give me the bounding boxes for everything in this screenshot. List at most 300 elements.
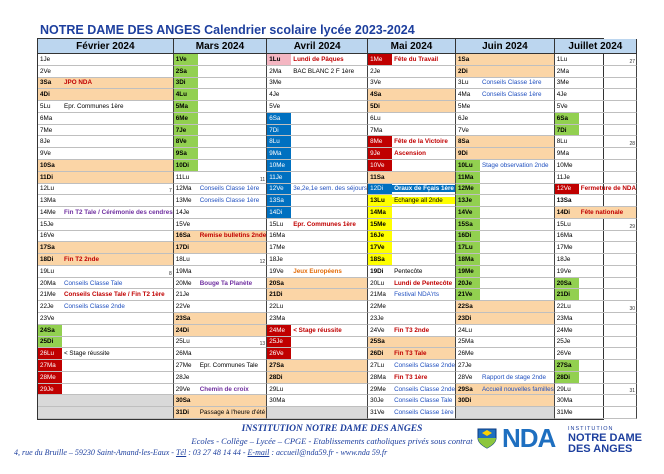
week-number: 12: [259, 258, 266, 265]
day-number: 21 Di: [267, 289, 291, 300]
weekday: Ma: [465, 256, 474, 264]
day-number: 20 Lu: [370, 279, 385, 287]
weekday: Sa: [276, 197, 284, 205]
weekday: Me: [563, 326, 573, 334]
weekday: Je: [465, 279, 473, 287]
day-number: 2 Ma: [556, 67, 569, 75]
footer-tel: : 03 27 48 14 44 -: [186, 448, 248, 457]
day-cell: [368, 313, 456, 325]
weekday: Ma: [47, 362, 56, 369]
event-label: Fête du Travail: [394, 55, 439, 63]
day-cell: [38, 325, 174, 337]
day-number: 3 Lu: [457, 79, 469, 87]
day-cell: [456, 301, 555, 313]
weekday: Lu: [47, 185, 55, 193]
day-cell: [38, 89, 174, 101]
weekday: Sa: [182, 232, 191, 240]
day-number: 26 Di: [368, 348, 392, 359]
day-number: 18 Sa: [368, 254, 392, 265]
weekday: Di: [47, 256, 54, 264]
weekday: Di: [377, 185, 384, 193]
day-number: 10 Sa: [38, 160, 62, 171]
weekday: Je: [182, 373, 190, 381]
day-cell: [38, 313, 174, 325]
weekday: Lu: [182, 338, 190, 346]
weekday: Me: [276, 326, 285, 334]
day-cell: [368, 184, 456, 196]
day-number: 10 Me: [267, 160, 291, 171]
weekday: Sa: [373, 91, 382, 99]
week-number: 27: [629, 58, 636, 65]
day-cell: [174, 289, 268, 301]
event-label: Conseils Classe Tale / Fin T2 1ère: [64, 291, 165, 299]
day-number: 20 Sa: [555, 278, 579, 289]
day-number: 15 Ve: [175, 220, 191, 228]
day-cell: [555, 242, 637, 254]
day-cell: [174, 348, 268, 360]
day-cell: [555, 101, 637, 113]
day-cell: [267, 219, 368, 231]
weekday: Di: [373, 102, 380, 110]
footer-institution-name: INSTITUTION NOTRE DAME DES ANGES: [241, 424, 423, 434]
day-cell: [456, 278, 555, 290]
weekday: Je: [373, 67, 381, 75]
day-number: 12 Di: [368, 184, 392, 195]
weekday: Sa: [47, 244, 55, 252]
event-label: Conseils Classe 1ère: [199, 185, 260, 193]
weekday: Ve: [563, 267, 572, 275]
day-cell: [555, 54, 637, 66]
weekday: Me: [182, 279, 192, 287]
weekday: Ma: [182, 267, 192, 275]
day-cell: [38, 219, 174, 231]
day-cell: [38, 148, 174, 160]
day-number: 30 Ma: [556, 397, 573, 405]
weekday: Sa: [272, 114, 281, 122]
day-cell: [368, 66, 456, 78]
weekday: Lu: [276, 303, 284, 311]
day-cell: [368, 78, 456, 90]
day-number: 7 Je: [174, 125, 198, 136]
weekday: Di: [377, 267, 384, 275]
day-number: 20 Sa: [267, 278, 291, 289]
weekday: Lu: [465, 244, 473, 252]
weekday: Ma: [563, 397, 573, 405]
weekday: Je: [43, 55, 51, 63]
day-number: 25 Ma: [457, 338, 474, 346]
day-number: 21 Me: [40, 291, 56, 299]
footer-contact: [14, 448, 387, 457]
weekday: Sa: [560, 114, 568, 122]
day-cell: [368, 407, 456, 419]
day-number: 11 Di: [38, 172, 62, 183]
day-cell: [174, 78, 268, 90]
day-cell: [555, 172, 637, 184]
day-cell: [368, 207, 456, 219]
day-cell: [456, 231, 555, 243]
weekday: Ve: [179, 55, 187, 63]
weekday: Di: [43, 91, 50, 99]
day-number: 14 Me: [40, 208, 56, 216]
day-number: 10 Me: [556, 161, 573, 169]
event-label: Ascension: [394, 150, 426, 158]
day-number: 11 Ma: [456, 172, 480, 183]
day-cell: [38, 301, 174, 313]
day-cell: [38, 407, 174, 419]
event-label: Passage à l'heure d'été: [199, 409, 266, 417]
day-cell: [267, 242, 368, 254]
weekday: Di: [465, 232, 472, 240]
day-number: 24 Lu: [457, 326, 473, 334]
day-number: 25 Je: [556, 338, 571, 346]
day-number: 9 Ma: [556, 150, 569, 158]
weekday: Ma: [182, 350, 192, 358]
day-cell: [456, 195, 555, 207]
weekday: Ve: [373, 79, 381, 87]
event-label: < Stage réussite: [293, 326, 342, 334]
day-number: 12 Ve: [555, 184, 579, 195]
day-cell: [267, 78, 368, 90]
day-cell: [555, 313, 637, 325]
day-number: 18 Je: [269, 256, 283, 264]
day-cell: [38, 184, 174, 196]
day-cell: [456, 101, 555, 113]
event-label: Conseils Classe Tale: [394, 397, 453, 405]
event-label: Chemin de croix: [199, 385, 249, 393]
day-number: 31 Di: [174, 407, 198, 418]
day-number: 11 Je: [267, 172, 291, 183]
footer-mail-label: E-mail: [247, 448, 270, 457]
month-header: Avril 2024: [267, 39, 368, 54]
day-number: 2 Ve: [40, 67, 51, 75]
day-number: 15 Me: [368, 219, 392, 230]
week-number: 13: [259, 341, 266, 348]
day-number: 29 Me: [370, 385, 386, 393]
weekday: Lu: [47, 350, 55, 358]
event-label: Remise bulletins 2nde: [199, 232, 267, 240]
day-number: 11 Sa: [368, 172, 392, 183]
day-number: 5 Ve: [556, 102, 568, 110]
weekday: Je: [182, 208, 190, 216]
day-number: 31 Me: [556, 409, 573, 417]
weekday: Je: [563, 173, 570, 181]
day-number: 14 Ma: [368, 207, 392, 218]
day-cell: [555, 360, 637, 372]
week-number: 31: [629, 388, 636, 395]
day-number: 25 Di: [38, 337, 62, 348]
day-cell: [174, 242, 268, 254]
weekday: Ve: [377, 244, 385, 252]
weekday: Me: [560, 79, 569, 87]
day-number: 26 Ma: [175, 350, 192, 358]
event-label: Fête nationale: [580, 208, 624, 216]
day-number: 17 Me: [556, 244, 573, 252]
day-number: 17 Ve: [368, 242, 392, 253]
weekday: Sa: [182, 397, 191, 405]
day-cell: [456, 242, 555, 254]
day-cell: [555, 148, 637, 160]
day-number: 28 Je: [175, 373, 190, 381]
day-number: 17 Lu: [456, 242, 480, 253]
month-header: Juillet 2024: [555, 39, 637, 54]
day-cell: [456, 207, 555, 219]
day-cell: [368, 125, 456, 137]
day-cell: [38, 113, 174, 125]
day-cell: [174, 301, 268, 313]
day-number: 19 Di: [370, 267, 384, 275]
weekday: Ve: [461, 126, 469, 134]
day-number: 10 Ve: [368, 160, 392, 171]
day-number: 15 Je: [40, 220, 54, 228]
day-cell: [267, 89, 368, 101]
day-number: 9 Di: [456, 148, 480, 159]
weekday: Ma: [563, 314, 573, 322]
weekday: Di: [276, 208, 283, 216]
day-cell: [368, 242, 456, 254]
day-number: 23 Ma: [556, 314, 573, 322]
day-cell: [555, 160, 637, 172]
day-cell: [267, 372, 368, 384]
day-number: 18 Ma: [456, 254, 480, 265]
weekday: Lu: [272, 138, 280, 146]
day-cell: [368, 231, 456, 243]
day-number: 1 Je: [40, 55, 51, 63]
day-cell: [555, 301, 637, 313]
day-number: 8 Me: [368, 136, 392, 147]
event-label: Epr. Communes Tale: [199, 362, 259, 369]
weekday: Sa: [563, 362, 572, 369]
day-number: 19 Ve: [269, 267, 284, 275]
day-number: 8 Lu: [556, 138, 568, 146]
day-cell: [267, 148, 368, 160]
weekday: Lu: [182, 173, 190, 181]
day-cell: [267, 301, 368, 313]
day-cell: [555, 266, 637, 278]
day-number: 13 Sa: [267, 195, 291, 206]
day-cell: [368, 254, 456, 266]
day-cell: [267, 337, 368, 349]
day-number: 21 Je: [175, 291, 190, 299]
weekday: Je: [272, 91, 280, 99]
weekday: Sa: [43, 79, 52, 87]
weekday: Ma: [43, 114, 53, 122]
day-number: 23 Di: [456, 313, 480, 324]
event-label: Rapport de stage 2nde: [481, 373, 547, 381]
day-cell: [555, 384, 637, 396]
weekday: Lu: [47, 267, 55, 275]
day-number: 27 Me: [175, 362, 192, 369]
month-header: Mars 2024: [174, 39, 268, 54]
weekday: Lu: [377, 197, 385, 205]
day-cell: [555, 407, 637, 419]
month-header: Mai 2024: [368, 39, 456, 54]
day-cell: [456, 395, 555, 407]
day-number: 5 Me: [457, 102, 471, 110]
calendar-grid: [37, 38, 637, 420]
weekday: Ma: [47, 197, 56, 205]
weekday: Ve: [179, 138, 187, 146]
weekday: Je: [179, 126, 187, 134]
day-cell: [555, 325, 637, 337]
day-cell: [368, 348, 456, 360]
day-cell: [38, 101, 174, 113]
day-number: 13 Ma: [40, 197, 56, 205]
day-cell: [267, 289, 368, 301]
day-number: 14 Ve: [456, 207, 480, 218]
day-cell: [174, 395, 268, 407]
weekday: Je: [373, 150, 381, 158]
day-number: 13 Lu: [368, 195, 392, 206]
day-cell: [174, 254, 268, 266]
day-cell: [555, 348, 637, 360]
weekday: Je: [47, 220, 54, 228]
weekday: Di: [563, 291, 571, 299]
weekday: Lu: [560, 138, 568, 146]
weekday: Je: [275, 173, 283, 181]
weekday: Me: [179, 114, 188, 122]
day-number: 19 Lu: [40, 267, 55, 275]
weekday: Je: [47, 385, 54, 393]
weekday: Lu: [179, 91, 187, 99]
day-number: 21 Ve: [456, 289, 480, 300]
week-number: 30: [629, 306, 636, 313]
day-cell: [456, 172, 555, 184]
weekday: Sa: [461, 138, 470, 146]
weekday: Ma: [560, 67, 569, 75]
weekday: Ve: [43, 67, 51, 75]
day-cell: [267, 348, 368, 360]
event-label: Conseils Classe 2nde: [394, 362, 455, 369]
weekday: Je: [560, 91, 567, 99]
day-cell: [38, 278, 174, 290]
weekday: Ve: [377, 161, 385, 169]
weekday: Me: [465, 267, 474, 275]
day-number: 20 Je: [456, 278, 480, 289]
event-label: Epr. Communes 1ère: [64, 102, 124, 110]
day-number: 8 Ve: [174, 136, 198, 147]
day-cell: [456, 125, 555, 137]
day-number: 25 Sa: [368, 337, 392, 348]
event-label: Pentecôte: [394, 267, 423, 275]
weekday: Lu: [182, 256, 190, 264]
event-label: Fête de la Victoire: [394, 138, 448, 146]
day-cell: [368, 360, 456, 372]
weekday: Ve: [276, 350, 284, 358]
weekday: Sa: [465, 385, 473, 393]
weekday: Ma: [464, 173, 474, 181]
event-label: Lundi de Pentecôte: [394, 279, 453, 287]
day-cell: [368, 395, 456, 407]
day-cell: [38, 289, 174, 301]
weekday: Me: [563, 409, 573, 417]
day-cell: [555, 89, 637, 101]
day-cell: [555, 231, 637, 243]
weekday: Me: [373, 55, 383, 63]
day-cell: [267, 325, 368, 337]
day-cell: [174, 231, 268, 243]
weekday: Di: [465, 314, 472, 322]
day-number: 29 Lu: [556, 385, 571, 393]
weekday: Sa: [182, 314, 191, 322]
day-cell: [368, 372, 456, 384]
weekday: Di: [560, 126, 567, 134]
day-cell: [38, 395, 174, 407]
day-number: 1 Lu: [267, 54, 291, 65]
weekday: Me: [272, 79, 282, 87]
day-number: 5 Ve: [269, 102, 281, 110]
day-number: 30 Ma: [269, 397, 285, 405]
day-cell: [555, 289, 637, 301]
day-number: 1 Me: [368, 54, 392, 65]
day-number: 18 Di: [38, 254, 62, 265]
day-cell: [456, 325, 555, 337]
day-number: 22 Ve: [175, 303, 191, 311]
day-number: 26 Ve: [556, 350, 572, 358]
event-label: 3e,2e,1e sem. des séjours: [293, 185, 368, 193]
day-cell: [368, 148, 456, 160]
day-cell: [267, 231, 368, 243]
day-number: 12 Ve: [267, 184, 291, 195]
day-number: 3 Me: [269, 79, 282, 87]
day-cell: [174, 125, 268, 137]
day-number: 13 Me: [175, 197, 192, 205]
day-cell: [456, 113, 555, 125]
day-cell: [368, 136, 456, 148]
day-number: 26 Lu: [38, 348, 62, 359]
day-number: 23 Sa: [174, 313, 198, 324]
footer-tagline: Ecoles - Collège – Lycée – CPGE - Etablissements catholiques privés sous contrat: [191, 436, 473, 446]
weekday: Di: [179, 79, 186, 87]
day-cell: [555, 372, 637, 384]
day-cell: [368, 101, 456, 113]
day-cell: [174, 325, 268, 337]
weekday: Di: [47, 338, 54, 346]
day-cell: [38, 195, 174, 207]
day-number: 28 Di: [555, 372, 579, 383]
day-number: 22 Sa: [456, 301, 480, 312]
day-number: 2 Sa: [174, 66, 198, 77]
weekday: Ve: [182, 385, 191, 393]
weekday: Sa: [276, 279, 284, 287]
day-cell: [368, 160, 456, 172]
day-cell: [456, 66, 555, 78]
weekday: Ma: [563, 232, 573, 240]
day-number: 22 Lu: [556, 303, 571, 311]
day-number: 6 Ma: [40, 114, 53, 122]
day-number: 23 Ve: [40, 314, 55, 322]
day-number: 7 Ve: [457, 126, 469, 134]
day-number: 9 Sa: [174, 148, 198, 159]
month-header: Février 2024: [38, 39, 174, 54]
day-cell: [38, 125, 174, 137]
day-cell: [38, 160, 174, 172]
weekday: Di: [182, 326, 190, 334]
day-cell: [456, 254, 555, 266]
day-cell: [456, 184, 555, 196]
day-cell: [456, 360, 555, 372]
day-number: 14 Di: [555, 207, 579, 218]
day-cell: [555, 395, 637, 407]
day-cell: [38, 266, 174, 278]
weekday: Sa: [179, 150, 187, 158]
day-number: 8 Je: [40, 138, 51, 146]
day-number: 3 Me: [556, 79, 569, 87]
day-number: 20 Ma: [40, 279, 56, 287]
weekday: Sa: [465, 303, 473, 311]
weekday: Ve: [377, 326, 385, 334]
day-cell: [555, 113, 637, 125]
day-number: 11 Je: [556, 173, 570, 181]
